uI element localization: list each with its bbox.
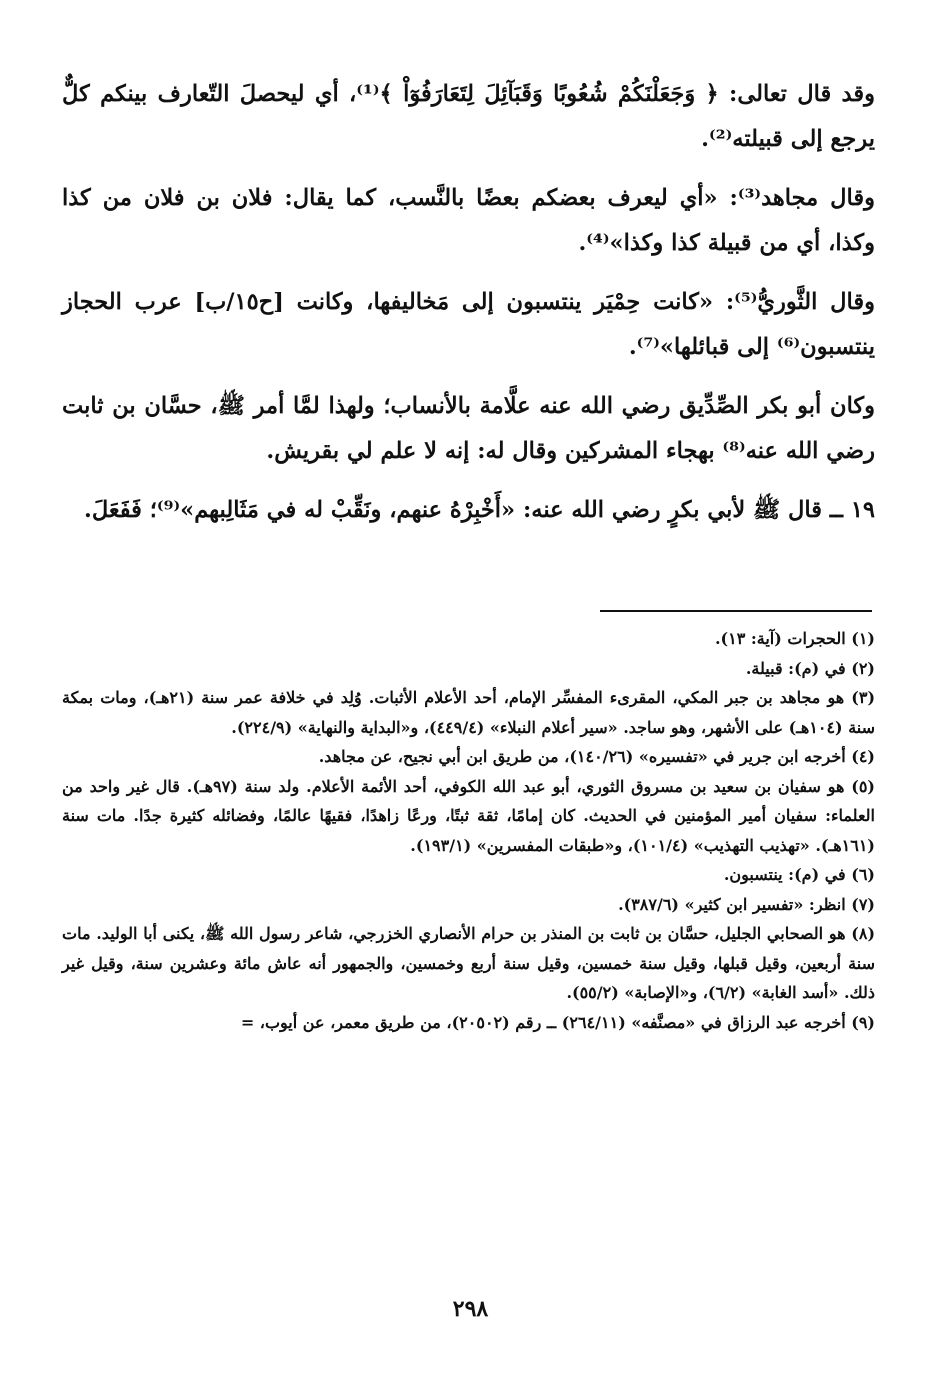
paragraph-hadith-19: ١٩ ــ قال ﷺ لأبي بكرٍ رضي الله عنه: «أَخْبِرْهُ عنهم، ونَقِّبْ له في مَثَالِبهم»⁽⁹⁾؛ فَفَعَلَ. [84,497,875,523]
paragraph-quran-verse: وقد قال تعالى: ﴿ وَجَعَلْنَكُمْ شُعُوبًا وَقَبَآئِلَ لِتَعَارَفُوٓاْ ﴾⁽¹⁾، أي ليحصلَ التّعارف بينكم كلٌّ يرجع إلى قبيلته⁽²⁾. [62,81,875,152]
footnote-7: (٧) انظر: «تفسير ابن كثير» (٣٨٧/٦). [618,894,875,914]
footnote-6: (٦) في (م): ينتسبون. [723,865,875,884]
paragraph-mujahid: وقال مجاهد⁽³⁾: «أي ليعرف بعضكم بعضًا بالنَّسب، كما يقال: فلان بن فلان من كذا وكذا، أي من قبيلة كذا وكذا»⁽⁴⁾. [62,185,875,256]
footnote-4: (٤) أخرجه ابن جرير في «تفسيره» (١٤٠/٢٦)، من طريق ابن أبي نجيح، عن مجاهد. [318,747,875,766]
footnote-8: (٨) هو الصحابي الجليل، حسَّان بن ثابت بن المنذر بن حرام الأنصاري الخزرجي، شاعر رسول الله ﷺ، يكنى أبا الوليد. مات سنة أربعين، وقيل قبلها، وقيل سنة خمسين، وقيل سنة أربع وخمسين، والجمهور أنه عاش مائة وعشرين سنة، وقيل غير ذلك. «أسد الغابة» (٦/٢)، و«الإصابة» (٥٥/٢). [62,924,876,1002]
footnote-3: (٣) هو مجاهد بن جبر المكي، المقرىء المفسِّر الإمام، أحد الأعلام الأثبات. وُلِد في خلافة عمر سنة (٢١هـ)، ومات بمكة سنة (١٠٤هـ) على الأشهر، وهو ساجد. «سير أعلام النبلاء» (٤٤٩/٤)، و«البداية والنهاية» (٢٢٤/٩). [62,688,876,737]
paragraph-thawri: وقال الثَّوريُّ⁽⁵⁾: «كانت حِمْيَر ينتسبون إلى مَخاليفها، وكانت [ح١٥/ب] عرب الحجاز ينتسبون⁽⁶⁾ إلى قبائلها»⁽⁷⁾. [62,289,876,360]
footnote-2: (٢) في (م): قبيلة. [745,658,875,678]
footnote-separator [600,610,872,612]
paragraph-abu-bakr: وكان أبو بكر الصِّدِّيق رضي الله عنه علَّامة بالأنساب؛ ولهذا لمَّا أمر ﷺ، حسَّان بن ثابت رضي الله عنه⁽⁸⁾ بهجاء المشركين وقال له: إنه لا علم لي بقريش. [62,393,875,464]
footnote-1: (١) الحجرات (آية: ١٣). [714,629,875,648]
footnote-5: (٥) هو سفيان بن سعيد بن مسروق الثوري، أبو عبد الله الكوفي، أحد الأئمة الأعلام. ولد سنة (٩٧هـ). قال غير واحد من العلماء: سفيان أمير المؤمنين في الحديث. كان إمامًا، ثقة ثبتًا، ورعًا زاهدًا، فقيهًا عالمًا، وفضائله كثيرة جدًا. مات سنة (١٦١هـ). «تهذيب التهذيب» (١٠١/٤)، و«طبقات المفسرين» (١٩٣/١). [62,776,875,855]
footnote-9: (٩) أخرجه عبد الرزاق في «مصنَّفه» (٢٦٤/١١) ــ رقم (٢٠٥٠٢)، من طريق معمر، عن أيوب، = [240,1012,875,1032]
footnotes [62,624,875,1037]
page-number: ٢٩٨ [452,1296,489,1322]
main-text [62,72,875,547]
